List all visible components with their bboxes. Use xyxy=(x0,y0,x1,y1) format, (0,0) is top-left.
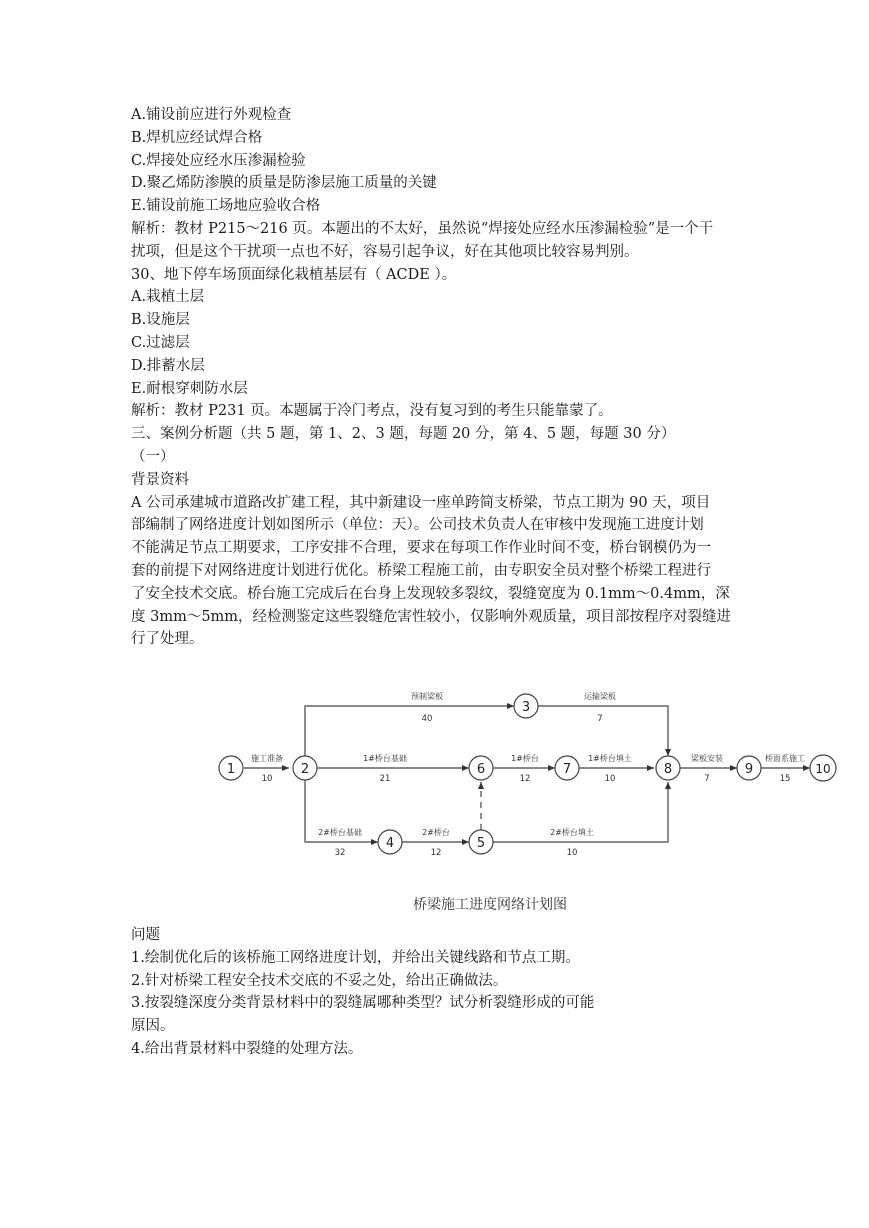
activity-label: 2#桥台填土 xyxy=(550,828,594,837)
background-text-line: 不能满足节点工期要求，工序安排不合理，要求在每项工作作业时间不变，桥台钢模仍为一 xyxy=(131,540,711,557)
background-text-line: A 公司承建城市道路改扩建工程，其中新建设一座单跨简支桥梁，节点工期为 90 天，项目 xyxy=(131,494,711,511)
activity-duration: 12 xyxy=(519,774,531,784)
text-line: 扰项，但是这个干扰项一点也不好，容易引起争议，好在其他项比较容易判别。 xyxy=(131,243,639,260)
text-line: E.铺设前施工场地应验收合格 xyxy=(131,198,321,215)
question-item: 1.绘制优化后的该桥施工网络进度计划，并给出关键线路和节点工期。 xyxy=(131,949,580,966)
activity-duration: 40 xyxy=(421,714,433,724)
activity-duration: 15 xyxy=(779,774,791,784)
question-item: 原因。 xyxy=(131,1018,175,1035)
edge-3-8 xyxy=(538,706,668,756)
background-text-line: 度 3mm～5mm，经检测鉴定这些裂缝危害性较小，仅影响外观质量，项目部按程序对裂缝进 xyxy=(131,608,732,625)
activity-label: 桥面系施工 xyxy=(765,754,805,763)
background-text-line: 了安全技术交底。桥台施工完成后在台身上发现较多裂纹，裂缝宽度为 0.1mm～0.4mm，深 xyxy=(131,585,730,602)
node-label-1: 1 xyxy=(226,762,236,777)
diagram-caption: 桥梁施工进度网络计划图 xyxy=(413,897,567,912)
question-30: 30、地下停车场顶面绿化栽植基层有（ ACDE ）。 xyxy=(131,266,457,283)
activity-duration: 10 xyxy=(604,774,616,784)
text-line: D.聚乙烯防渗膜的质量是防渗层施工质量的关键 xyxy=(131,175,437,192)
section-heading: 三、案例分析题（共 5 题，第 1、2、3 题，每题 20 分，第 4、5 题，每题 30 分） xyxy=(131,426,676,443)
text-line: 解析：教材 P231 页。本题属于冷门考点，没有复习到的考生只能靠蒙了。 xyxy=(131,403,613,420)
activity-label: 预制梁板 xyxy=(411,692,443,701)
text-line: B.焊机应经试焊合格 xyxy=(131,129,263,146)
node-label-8: 8 xyxy=(663,762,673,777)
activity-label: 2#桥台基础 xyxy=(318,828,362,837)
activity-label: 施工准备 xyxy=(251,754,283,763)
text-line: D.排蓄水层 xyxy=(131,357,205,374)
text-line: C.焊接处应经水压渗漏检验 xyxy=(131,152,306,169)
text-line: B.设施层 xyxy=(131,312,190,329)
background-text-line: 部编制了网络进度计划如图所示（单位：天）。公司技术负责人在审核中发现施工进度计划 xyxy=(131,517,704,534)
network-diagram xyxy=(205,672,845,912)
activity-label: 运输梁板 xyxy=(584,692,616,701)
text-line: A.栽植土层 xyxy=(131,289,205,306)
activity-duration: 7 xyxy=(704,774,710,784)
text-block-top xyxy=(131,104,743,651)
edge-2-3 xyxy=(305,706,514,756)
text-line: E.耐根穿刺防水层 xyxy=(131,380,248,397)
node-label-10: 10 xyxy=(815,762,831,776)
node-label-6: 6 xyxy=(476,762,486,777)
activity-duration: 10 xyxy=(566,848,578,858)
activity-label: 梁板安装 xyxy=(691,754,723,763)
text-line: 解析：教材 P215～216 页。本题出的不太好，虽然说“焊接处应经水压渗漏检验”是一个干 xyxy=(131,220,714,237)
background-heading: 背景资料 xyxy=(131,471,189,488)
node-label-5: 5 xyxy=(476,836,486,851)
activity-duration: 21 xyxy=(379,774,391,784)
questions-heading: 问题 xyxy=(131,927,160,943)
node-label-9: 9 xyxy=(744,762,754,777)
question-item: 4.给出背景材料中裂缝的处理方法。 xyxy=(131,1040,363,1057)
activity-label: 2#桥台 xyxy=(422,828,450,837)
node-label-3: 3 xyxy=(521,700,531,715)
node-label-2: 2 xyxy=(300,762,310,777)
activity-duration: 7 xyxy=(597,714,603,724)
activity-label: 1#桥台填土 xyxy=(588,754,632,763)
activity-duration: 10 xyxy=(261,774,273,784)
background-text-line: 套的前提下对网络进度计划进行优化。桥梁工程施工前，由专职安全员对整个桥梁工程进行 xyxy=(131,562,711,579)
text-line: A.铺设前应进行外观检查 xyxy=(131,107,292,123)
questions-block xyxy=(131,924,743,1061)
case-number: （一） xyxy=(131,448,175,465)
node-label-7: 7 xyxy=(562,762,572,777)
question-item: 2.针对桥梁工程安全技术交底的不妥之处，给出正确做法。 xyxy=(131,972,508,989)
question-item: 3.按裂缝深度分类背景材料中的裂缝属哪种类型？试分析裂缝形成的可能 xyxy=(131,995,595,1012)
activity-label: 1#桥台基础 xyxy=(363,754,407,763)
activity-label: 1#桥台 xyxy=(511,754,539,763)
node-label-4: 4 xyxy=(385,836,395,851)
text-line: C.过滤层 xyxy=(131,334,190,351)
activity-duration: 12 xyxy=(430,848,442,858)
activity-duration: 32 xyxy=(334,848,346,858)
background-text-line: 行了处理。 xyxy=(131,631,204,648)
